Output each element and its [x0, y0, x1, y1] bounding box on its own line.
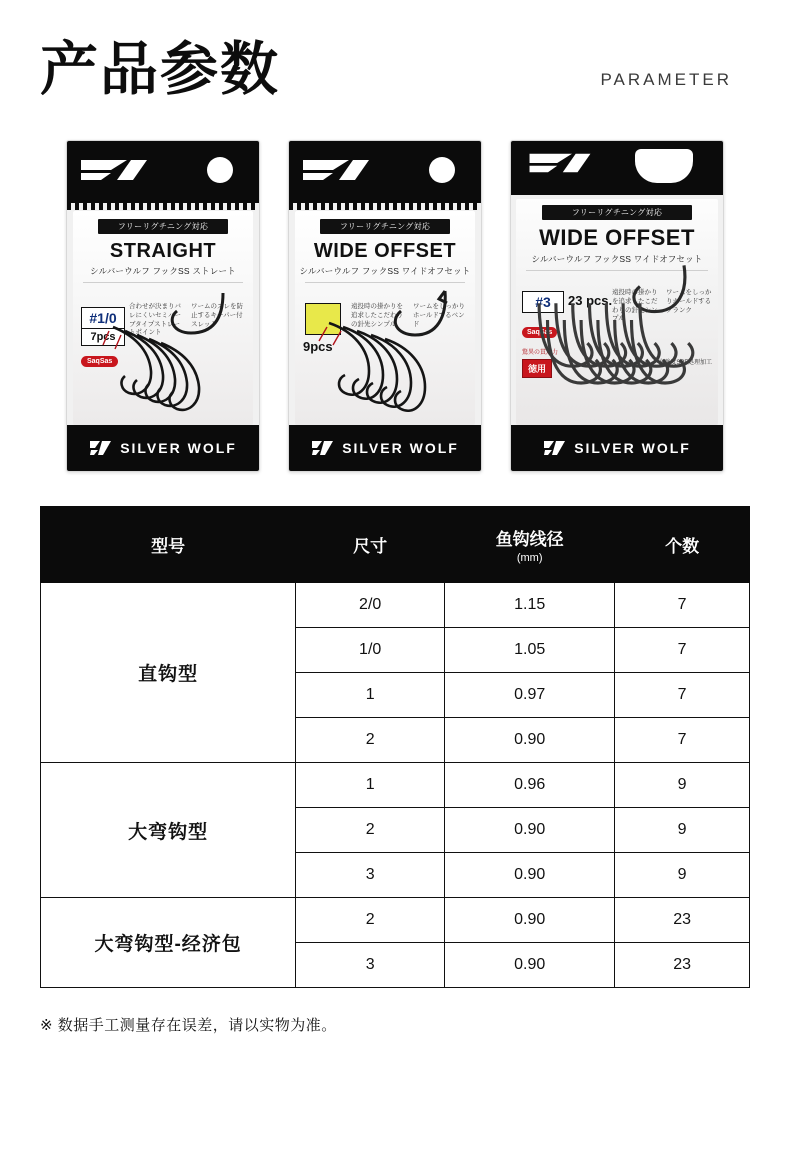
- cell-count: 23: [615, 943, 750, 988]
- package-ribbon: フリーリグチニング対応: [98, 219, 228, 234]
- cell-wire: 1.05: [445, 628, 615, 673]
- page-title-english: PARAMETER: [600, 70, 732, 89]
- spec-table-container: [40, 506, 750, 988]
- package-size-label: #1/0: [89, 310, 117, 326]
- cell-wire: 1.15: [445, 583, 615, 628]
- package-note-right: ワームをしっかりホールドするクランク: [666, 289, 712, 314]
- cell-wire: 0.97: [445, 673, 615, 718]
- cell-size: 2: [296, 898, 445, 943]
- cell-size: 2: [296, 808, 445, 853]
- cell-count: 9: [615, 763, 750, 808]
- package-footer-brand: SILVER WOLF: [574, 440, 691, 456]
- column-header-model-label: 型号: [151, 537, 186, 556]
- cell-size: 1/0: [296, 628, 445, 673]
- page-bottom-space: [0, 1035, 790, 1075]
- package-footer-bar: [289, 425, 481, 471]
- package-subtitle: シルバーウルフ フックSS ワイドオフセット: [299, 266, 471, 276]
- silver-wolf-mark-icon: [89, 439, 113, 457]
- daiwa-logo-icon: [81, 157, 173, 183]
- cell-wire: 0.90: [445, 808, 615, 853]
- product-package-gallery: [0, 140, 790, 472]
- package-ribbon: フリーリグチニング対応: [542, 205, 692, 220]
- cell-wire: 0.90: [445, 898, 615, 943]
- cell-count: 7: [615, 718, 750, 763]
- package-name: WIDE OFFSET: [539, 225, 695, 250]
- serrated-edge: [67, 203, 259, 210]
- silver-wolf-mark-icon: [311, 439, 335, 457]
- row-group-label: 大弯钩型-经济包: [41, 898, 296, 988]
- package-face: [516, 199, 718, 425]
- cell-size: 1: [296, 763, 445, 808]
- package-wide-offset: [288, 140, 482, 472]
- table-row: [41, 898, 750, 943]
- wide-offset-hook-illustration: [295, 275, 475, 425]
- package-note-right: ワームをしっかりホールドするベンド: [413, 303, 465, 328]
- daiwa-logo-icon: [527, 151, 617, 175]
- package-footer-bar: [511, 425, 723, 471]
- package-face: [295, 211, 475, 425]
- serrated-edge: [289, 203, 481, 210]
- page-title: 产品参数: [40, 35, 281, 103]
- cell-count: 9: [615, 853, 750, 898]
- bulk-hook-illustration: [516, 257, 718, 425]
- package-subtitle: シルバーウルフ フックSS ワイドオフセット: [531, 254, 703, 264]
- package-qty-label: 7pcs: [82, 328, 124, 345]
- cell-count: 7: [615, 628, 750, 673]
- package-qty-label: 23 pcs.: [568, 293, 613, 308]
- cell-size: 3: [296, 943, 445, 988]
- cell-wire: 0.90: [445, 853, 615, 898]
- cell-size: 3: [296, 853, 445, 898]
- package-note-left: 合わせが決まりバレにくいセミバーブタイプストレートポイント: [129, 303, 181, 337]
- cell-wire: 0.96: [445, 763, 615, 808]
- saqsas-badge-label: SaqSas: [527, 329, 553, 336]
- package-qty-label: 9pcs: [303, 339, 333, 354]
- package-ribbon: フリーリグチニング対応: [320, 219, 450, 234]
- table-row: [41, 583, 750, 628]
- package-extra-note: 高強度SPF処理加工: [658, 360, 712, 366]
- column-header-wire-unit: (mm): [516, 552, 543, 564]
- package-name: STRAIGHT: [109, 240, 217, 262]
- column-header-count-label: 个数: [665, 537, 700, 556]
- package-header-bar: [289, 141, 481, 203]
- package-wide-offset-value: [510, 140, 724, 472]
- page-header: [0, 0, 790, 103]
- hang-hole: [429, 157, 455, 183]
- cell-wire: 0.90: [445, 943, 615, 988]
- value-pack-badge: 徳用: [522, 359, 552, 378]
- spec-table: [40, 506, 750, 988]
- package-footer-brand: SILVER WOLF: [342, 440, 459, 456]
- cell-size: 2/0: [296, 583, 445, 628]
- saqsas-badge-sub: 驚異の貫通力: [522, 350, 559, 356]
- column-header-wire-label: 鱼钩线径: [495, 530, 564, 549]
- row-group-label: 大弯钩型: [41, 763, 296, 898]
- measurement-disclaimer: ※ 数据手工测量存在误差，请以实物为准。: [40, 1017, 337, 1034]
- package-name: WIDE OFFSET: [313, 240, 457, 262]
- row-group-label: 直钩型: [41, 583, 296, 763]
- hang-slot: [635, 149, 693, 183]
- cell-size: 2: [296, 718, 445, 763]
- package-note-left: 遠投時の掛かりを追求したこだわりの針先シンプル: [612, 289, 658, 323]
- cell-count: 9: [615, 808, 750, 853]
- package-footer-brand: SILVER WOLF: [120, 440, 237, 456]
- cell-count: 7: [615, 673, 750, 718]
- package-size-label: #3: [535, 294, 551, 310]
- column-header-size-label: 尺寸: [353, 537, 388, 556]
- package-face: [73, 211, 253, 425]
- package-footer-bar: [67, 425, 259, 471]
- saqsas-badge: SaqSas: [81, 356, 118, 367]
- package-straight: [66, 140, 260, 472]
- cell-count: 7: [615, 583, 750, 628]
- package-header-bar: [67, 141, 259, 203]
- column-header-size: [296, 507, 445, 583]
- package-header-bar: [511, 141, 723, 195]
- cell-size: 1: [296, 673, 445, 718]
- column-header-wire-diameter: [445, 507, 615, 583]
- straight-hook-illustration: [73, 275, 253, 425]
- cell-wire: 0.90: [445, 718, 615, 763]
- table-header-row: [41, 507, 750, 583]
- package-subtitle: シルバーウルフ フックSS ストレート: [90, 266, 236, 276]
- column-header-model: [41, 507, 296, 583]
- package-note-left: 遠投時の掛かりを追求したこだわりの針先シンプル: [351, 303, 403, 328]
- column-header-count: [615, 507, 750, 583]
- silver-wolf-mark-icon: [543, 439, 567, 457]
- daiwa-logo-icon: [303, 157, 395, 183]
- hang-hole: [207, 157, 233, 183]
- package-note-right: ワームのズレを防止するキーパー付スレッド: [191, 303, 243, 328]
- table-row: [41, 763, 750, 808]
- cell-count: 23: [615, 898, 750, 943]
